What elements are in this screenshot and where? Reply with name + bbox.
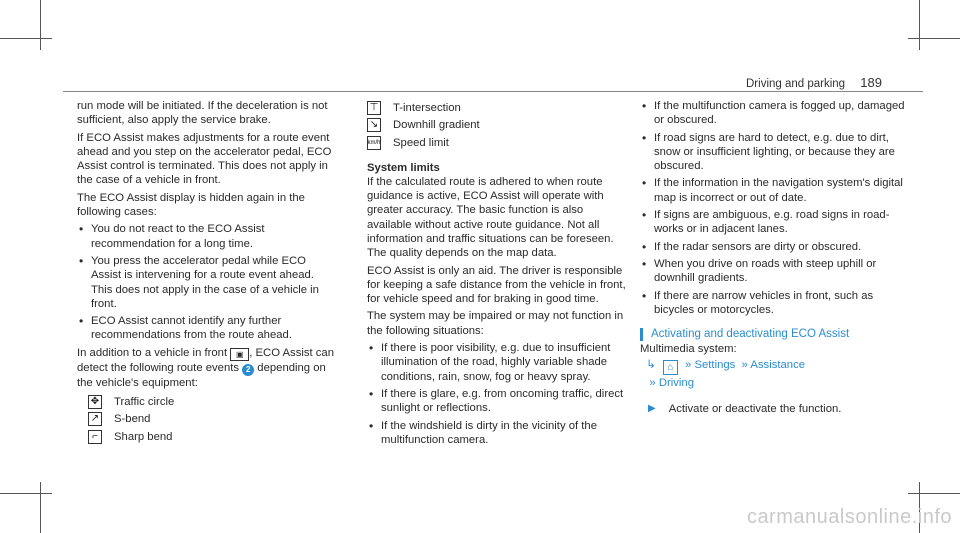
speed-limit-icon: km/h <box>367 136 381 150</box>
symbol-row <box>77 428 335 446</box>
symbol-row <box>77 393 335 411</box>
double-chevron-icon: » <box>738 359 748 372</box>
heading-bar <box>640 328 643 341</box>
section-title: Driving and parking <box>746 78 846 90</box>
symbol-label: Traffic circle <box>114 395 175 408</box>
crop-mark <box>908 493 960 494</box>
vehicle-in-front-icon: ▣ <box>230 348 249 361</box>
procedure-heading-text: Activating and deactivating ECO Assist <box>651 328 850 341</box>
crop-mark <box>919 0 920 50</box>
procedure-heading <box>640 327 910 341</box>
callout-number-badge: 2 <box>242 364 254 376</box>
step-text: Activate or deactivate the function. <box>668 403 842 416</box>
t-intersection-icon: ⊤ <box>367 101 381 115</box>
crop-mark <box>40 482 41 533</box>
column-1 <box>77 99 335 446</box>
crop-mark <box>0 38 52 39</box>
list-item: • If there is glare, e.g. from oncoming traffic, direct sunlight or reflections. <box>367 387 629 416</box>
list-item: • If there are narrow vehicles in front, such as bicycles or motorcycles. <box>640 289 910 318</box>
double-chevron-icon: » <box>640 377 656 390</box>
list-item: • If the radar sensors are dirty or obscured. <box>640 240 910 254</box>
paragraph: If ECO Assist makes adjustments for a route event ahead and you step on the accelerator pedal, ECO Assist control is terminated. This does not apply in the case of a vehicle in front. <box>77 131 332 187</box>
symbol-label: Speed limit <box>393 136 449 149</box>
text-span: In addition to a vehicle in front <box>77 346 231 359</box>
symbol-label: Sharp bend <box>114 430 173 443</box>
list-item: • If there is poor visibility, e.g. due to insufficient illumination of the road, highly variable shade conditions, rain, snow, fog or heavy spray. <box>367 341 629 384</box>
crop-mark <box>40 0 41 50</box>
crop-mark <box>908 38 960 39</box>
list-item: • ECO Assist cannot identify any further recommendations from the route ahead. <box>77 314 335 343</box>
symbol-row <box>367 134 629 152</box>
paragraph: ECO Assist is only an aid. The driver is responsible for keeping a safe distance from the vehicle in front, for vehicle speed and for braking in good time. <box>367 264 626 306</box>
double-chevron-icon: » <box>685 359 692 372</box>
downhill-gradient-icon: ↘ <box>367 118 381 132</box>
path-intro: Multimedia system: <box>640 343 737 356</box>
header-rule <box>63 91 923 92</box>
s-bend-icon: ↗ <box>88 412 102 426</box>
text-span: depending on the vehicle's equipment: <box>77 361 326 389</box>
path-driving: Driving <box>658 377 694 390</box>
list-item: • You press the accelerator pedal while ECO Assist is intervening for a route event ahead. This does not apply in the case of a vehicle in front. <box>77 254 335 311</box>
text-span: , ECO Assist can detect the following route events <box>77 346 334 374</box>
page-header <box>746 75 882 90</box>
list-item: • If signs are ambiguous, e.g. road signs in road-works or in adjacent lanes. <box>640 208 910 237</box>
list-item: • If the windshield is dirty in the vicinity of the multifunction camera. <box>367 419 629 448</box>
paragraph: The ECO Assist display is hidden again in the following cases: <box>77 191 305 219</box>
list-item: • If the multifunction camera is fogged up, damaged or obscured. <box>640 99 910 128</box>
list-item: • You do not react to the ECO Assist recommendation for a long time. <box>77 222 335 251</box>
path-settings: Settings <box>694 359 736 372</box>
symbol-row <box>77 411 335 429</box>
paragraph: If the calculated route is adhered to when route guidance is active, ECO Assist will operate with greater accuracy. The basic function is also available without active route guidance. Not all information and traffic situations can be foreseen. The quality depends on the map data. <box>367 175 614 260</box>
watermark: carmanualsonline.info <box>746 506 952 528</box>
symbol-label: T-intersection <box>393 101 461 114</box>
page-number: 189 <box>860 75 882 90</box>
paragraph <box>77 346 335 390</box>
procedure-step <box>640 402 910 416</box>
list-item: • If the information in the navigation system's digital map is incorrect or out of date. <box>640 176 910 205</box>
sharp-bend-icon: ⌐ <box>88 430 102 444</box>
column-2 <box>367 99 629 450</box>
list-item: • If road signs are hard to detect, e.g. due to dirt, snow or insufficient lighting, or because they are obscured. <box>640 131 910 174</box>
crop-mark <box>0 493 52 494</box>
path-line <box>640 357 910 375</box>
menu-path <box>640 341 910 391</box>
column-3 <box>640 99 910 416</box>
home-icon: ⌂ <box>663 360 678 375</box>
paragraph: The system may be impaired or may not function in the following situations: <box>367 310 624 337</box>
paragraph: run mode will be initiated. If the deceleration is not sufficient, also apply the service brake. <box>77 100 328 127</box>
symbol-label: Downhill gradient <box>393 119 480 132</box>
symbol-label: S-bend <box>114 413 151 426</box>
list-item: • When you drive on roads with steep uphill or downhill gradients. <box>640 257 910 286</box>
path-assistance: Assistance <box>750 359 806 372</box>
symbol-row <box>367 99 629 117</box>
step-arrow-icon: ▶ <box>648 403 656 415</box>
section-heading: System limits <box>367 161 440 174</box>
path-start-arrow-icon: ↳ <box>640 359 656 372</box>
symbol-row <box>367 117 629 135</box>
traffic-circle-icon: ✥ <box>88 395 102 409</box>
path-line <box>640 375 910 391</box>
